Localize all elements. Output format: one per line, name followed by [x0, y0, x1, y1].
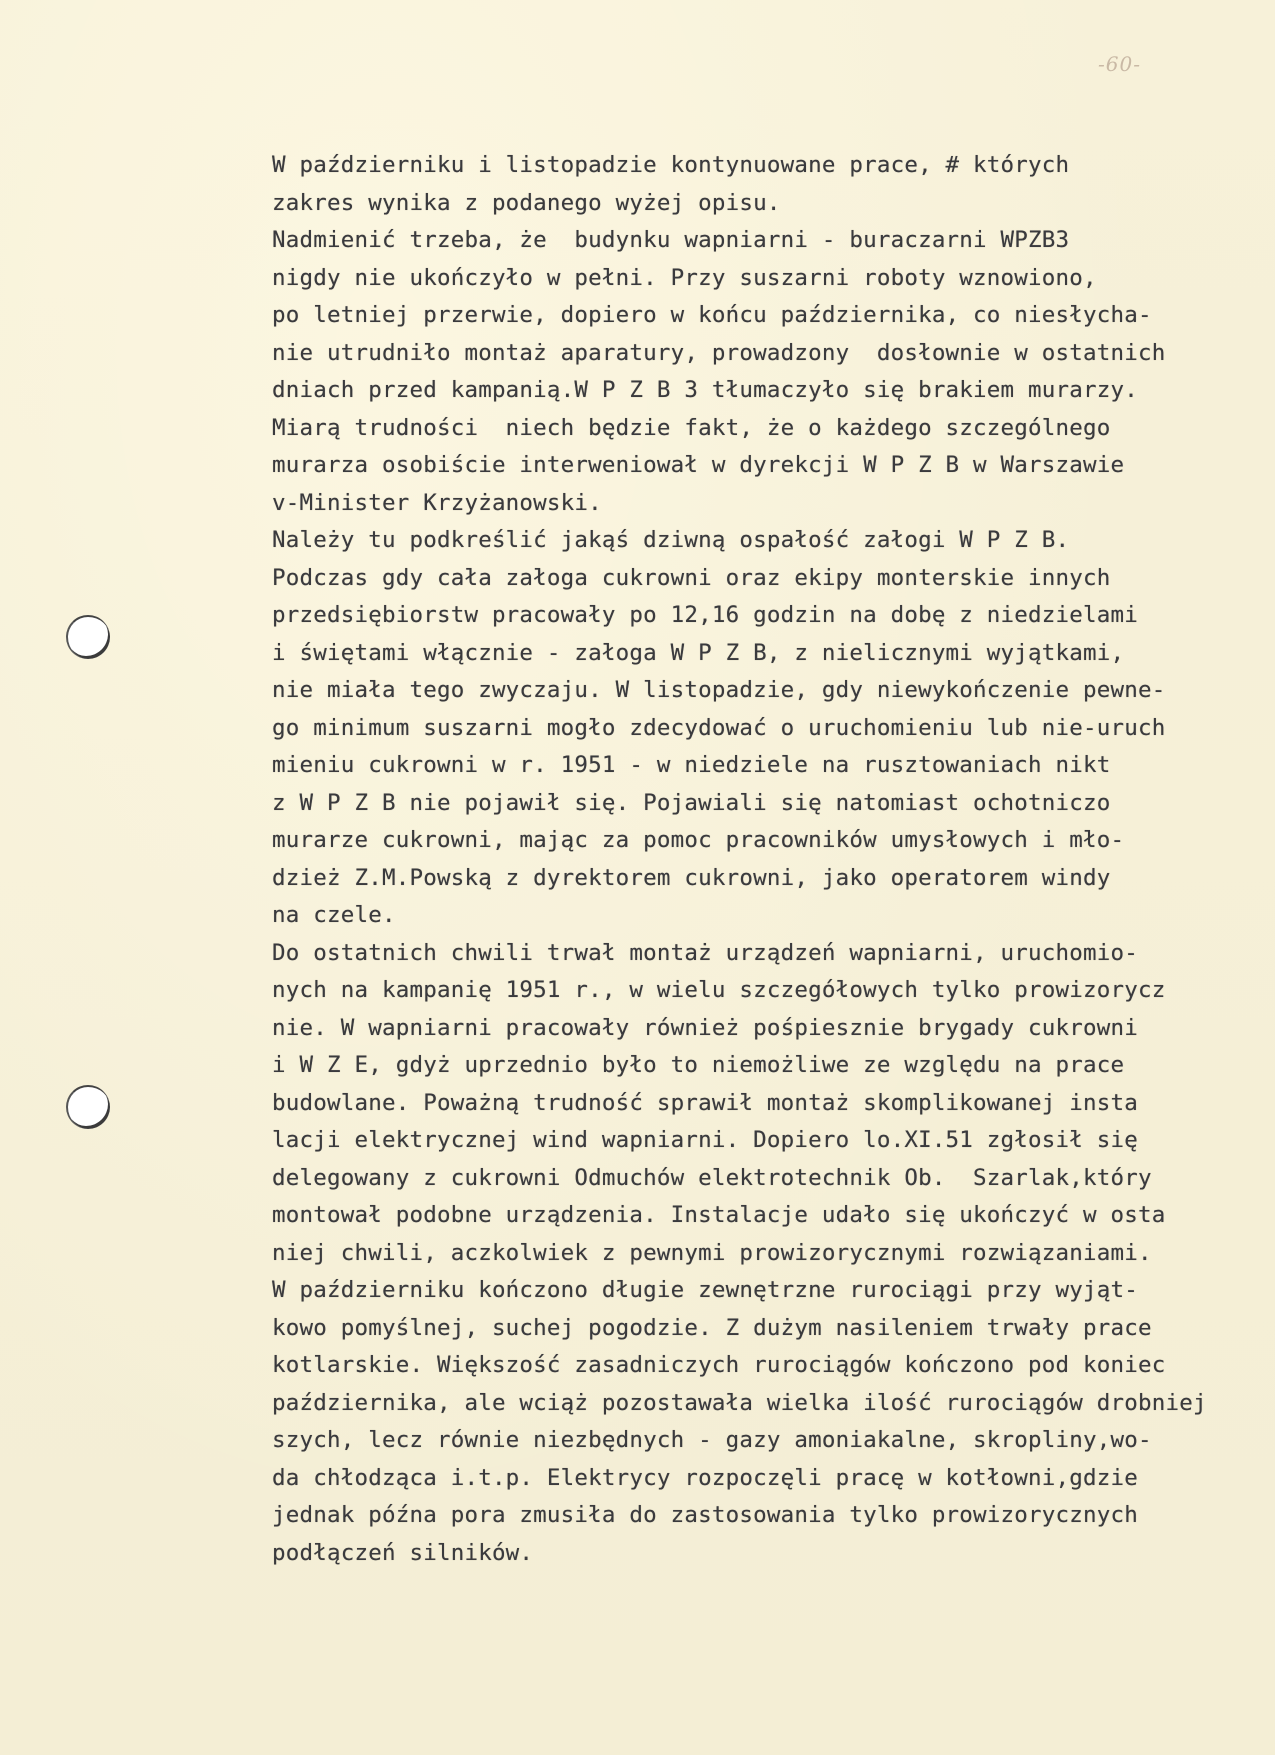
text-line: przedsiębiorstw pracowały po 12,16 godzin na dobę z niedzielami	[272, 602, 1139, 628]
text-line: nie. W wapniarni pracowały również pośpiesznie brygady cukrowni	[272, 1014, 1139, 1041]
punch-hole-top	[66, 615, 110, 659]
text-line: nie utrudniło montaż aparatury, prowadzony dosłownie w ostatnich	[272, 339, 1166, 366]
text-line: Podczas gdy cała załoga cukrowni oraz ekipy monterskie innych	[272, 564, 1111, 591]
text-line: Nadmienić trzeba, że budynku wapniarni - buraczarni WPZB3	[272, 227, 1070, 253]
text-line: dniach przed kampanią.W P Z B 3 tłumaczyło się brakiem murarzy.	[272, 377, 1139, 403]
text-line: nych na kampanię 1951 r., w wielu szczegółowych tylko prowizorycz	[272, 977, 1166, 1003]
text-line: lacji elektrycznej wind wapniarni. Dopiero lo.XI.51 zgłosił się	[272, 1127, 1139, 1153]
text-line: Należy tu podkreślić jakąś dziwną ospałość załogi W P Z B.	[272, 527, 1070, 553]
text-line: Do ostatnich chwili trwał montaż urządzeń wapniarni, uruchomio-	[272, 939, 1139, 966]
page-number: -60-	[1098, 52, 1141, 76]
text-line: delegowany z cukrowni Odmuchów elektrotechnik Ob. Szarlak,który	[272, 1164, 1152, 1191]
text-line: montował podobne urządzenia. Instalacje udało się ukończyć w osta	[272, 1202, 1166, 1228]
punch-hole-bottom	[66, 1085, 110, 1129]
text-line: murarze cukrowni, mając za pomoc pracowników umysłowych i mło-	[272, 827, 1125, 853]
text-line: da chłodząca i.t.p. Elektrycy rozpoczęli pracę w kotłowni,gdzie	[272, 1464, 1139, 1491]
text-line: v-Minister Krzyżanowski.	[272, 489, 602, 516]
typewritten-body	[272, 147, 1275, 1572]
text-line: mieniu cukrowni w r. 1951 - w niedziele na rusztowaniach nikt	[272, 752, 1111, 778]
text-line: go minimum suszarni mogło zdecydować o uruchomieniu lub nie-uruch	[272, 714, 1166, 741]
text-line: nie miała tego zwyczaju. W listopadzie, gdy niewykończenie pewne-	[272, 677, 1166, 703]
text-line: kowo pomyślnej, suchej pogodzie. Z dużym nasileniem trwały prace	[272, 1314, 1152, 1341]
text-line: murarza osobiście interweniował w dyrekcji W P Z B w Warszawie	[272, 452, 1125, 478]
text-line: z W P Z B nie pojawił się. Pojawiali się natomiast ochotniczo	[272, 789, 1111, 816]
text-line: jednak późna pora zmusiła do zastosowania tylko prowizorycznych	[272, 1502, 1139, 1528]
text-line: podłączeń silników.	[272, 1539, 534, 1566]
text-line: października, ale wciąż pozostawała wielka ilość rurociągów drobniej	[272, 1389, 1207, 1416]
text-line: zakres wynika z podanego wyżej opisu.	[272, 189, 781, 216]
text-line: Miarą trudności niech będzie fakt, że o każdego szczególnego	[272, 414, 1111, 441]
text-line: po letniej przerwie, dopiero w końcu października, co niesłycha-	[272, 302, 1152, 328]
text-line: W październiku kończono długie zewnętrzne rurociągi przy wyjąt-	[272, 1277, 1139, 1303]
text-line: W październiku i listopadzie kontynuowane prace, # których	[272, 152, 1070, 178]
text-line: nigdy nie ukończyło w pełni. Przy suszarni roboty wznowiono,	[272, 264, 1097, 291]
text-line: i świętami włącznie - załoga W P Z B, z nielicznymi wyjątkami,	[272, 639, 1125, 666]
text-line: niej chwili, aczkolwiek z pewnymi prowizorycznymi rozwiązaniami.	[272, 1239, 1152, 1266]
text-line: szych, lecz równie niezbędnych - gazy amoniakalne, skropliny,wo-	[272, 1427, 1152, 1453]
text-line: i W Z E, gdyż uprzednio było to niemożliwe ze względu na prace	[272, 1052, 1125, 1078]
text-line: dzież Z.M.Powską z dyrektorem cukrowni, jako operatorem windy	[272, 864, 1111, 891]
text-line: budowlane. Poważną trudność sprawił montaż skomplikowanej insta	[272, 1089, 1139, 1116]
text-line: na czele.	[272, 902, 396, 928]
text-line: kotlarskie. Większość zasadniczych rurociągów kończono pod koniec	[272, 1352, 1166, 1378]
